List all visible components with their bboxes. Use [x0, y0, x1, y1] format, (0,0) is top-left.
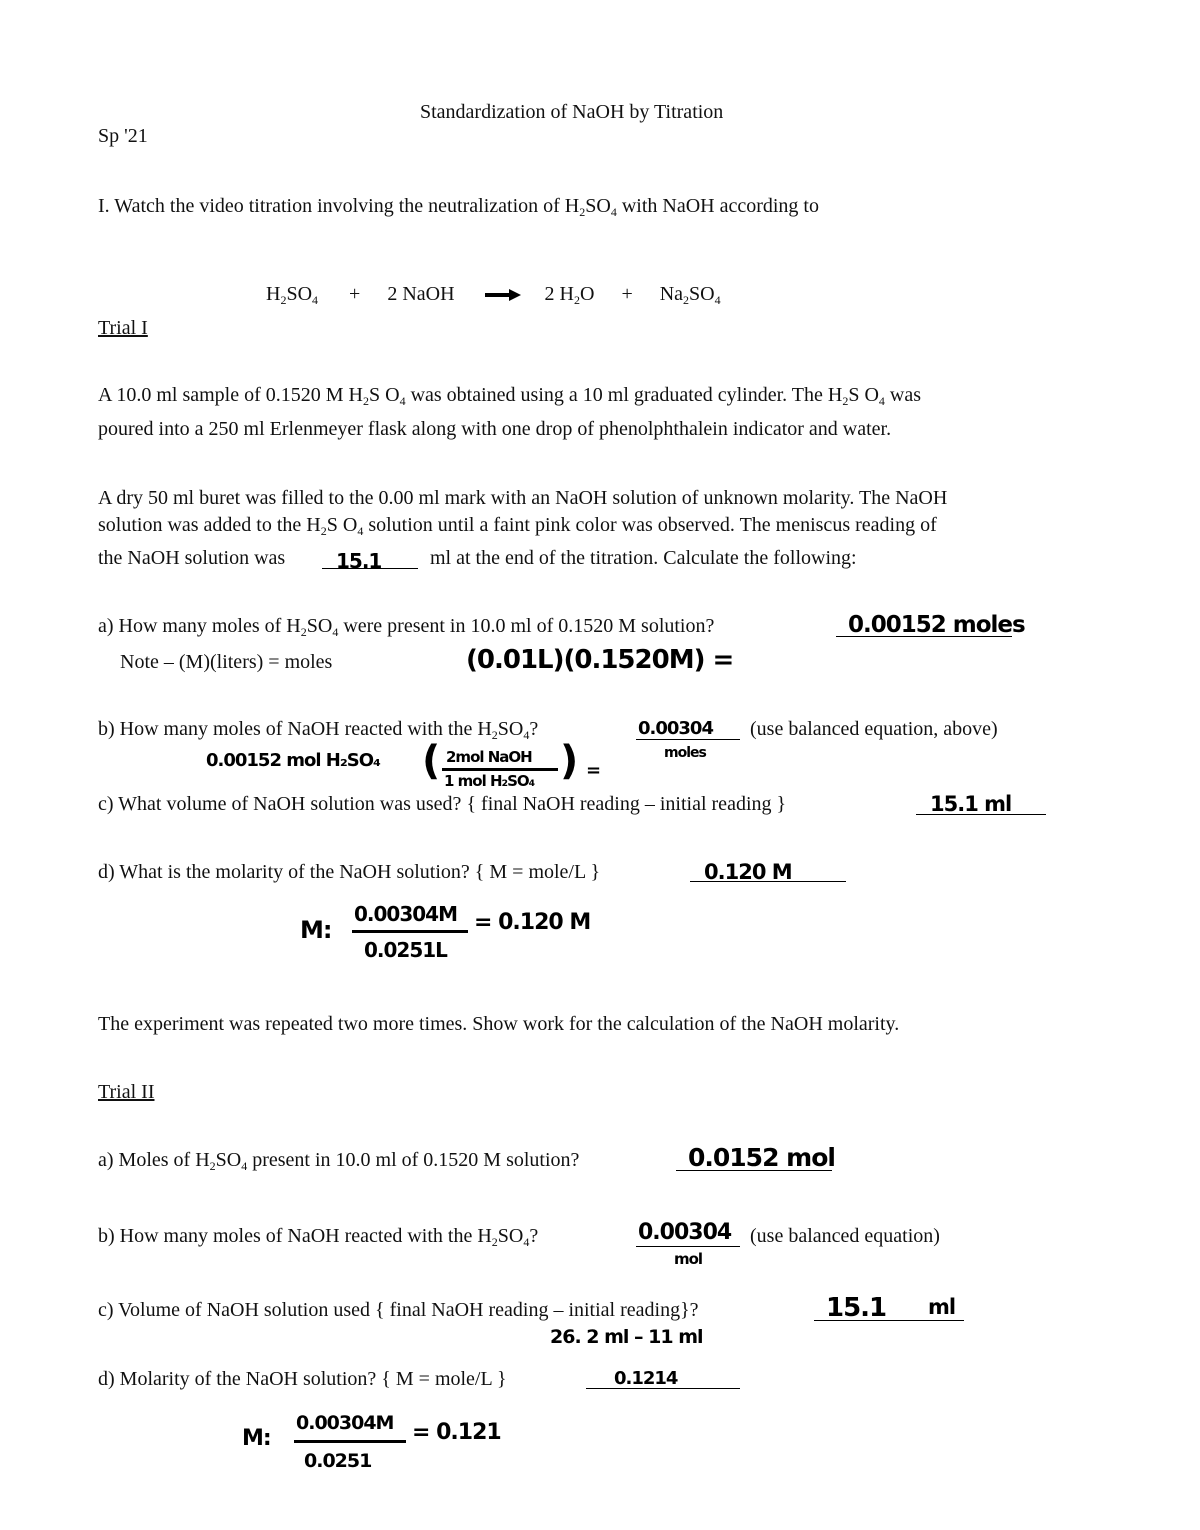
hw-d-work-bottom: 0.0251L [364, 938, 447, 962]
page-title: Standardization of NaOH by Titration [420, 101, 724, 123]
trial-1-paragraph-2-line-3b: ml at the end of the titration. Calculate the following: [430, 547, 857, 569]
trial-1-question-c: c) What volume of NaOH solution was used? { final NaOH reading – initial reading } [98, 793, 787, 815]
trial-2-question-c: c) Volume of NaOH solution used { final NaOH reading – initial reading}? [98, 1299, 699, 1321]
hw-b-frac-bar [442, 768, 558, 771]
hw-t2-answer-c-unit: ml [928, 1295, 956, 1319]
trial-1-heading: Trial I [98, 317, 148, 339]
trial-1-paragraph-2-line-2: solution was added to the $H_2S$ $O_4$ solution until a faint pink color was observed. The meniscus reading of [98, 514, 937, 538]
hw-t2-answer-b: 0.00304 [638, 1220, 732, 1245]
trial-1-paragraph-1-line-2: poured into a 250 ml Erlenmeyer flask along with one drop of phenolphthalein indicator and water. [98, 418, 892, 440]
answer-b-blank [636, 739, 740, 740]
hw-note-work: (0.01L)(0.1520M) = [466, 645, 734, 675]
t2-answer-b-blank [636, 1246, 740, 1247]
hw-d-frac-bar [352, 930, 468, 933]
hw-b-frac-top: 2mol NaOH [446, 748, 532, 766]
hw-b-work: 0.00152 mol H₂SO₄ [206, 750, 380, 771]
trial-1-paragraph-2-line-1: A dry 50 ml buret was filled to the 0.00 ml mark with an NaOH solution of unknown molarity. The NaOH [98, 487, 948, 509]
hw-t2-answer-c: 15.1 [826, 1293, 887, 1323]
question-b-hint: (use balanced equation, above) [750, 718, 998, 740]
trial-2-question-a: a) Moles of $H_2SO_4$ present in 10.0 ml of 0.1520 M solution? [98, 1149, 580, 1173]
hw-t2-d-work-result: = 0.121 [412, 1420, 501, 1445]
trial-2-question-b: b) How many moles of NaOH reacted with the $H_2SO_4$? [98, 1225, 539, 1249]
term-label: Sp '21 [98, 125, 148, 147]
trial-2-question-d: d) Molarity of the NaOH solution? { M = mole/L } [98, 1368, 507, 1390]
hw-d-work-m: M: [300, 916, 332, 944]
hw-answer-c: 15.1 ml [930, 792, 1012, 816]
repeat-instructions: The experiment was repeated two more times. Show work for the calculation of the NaOH molarity. [98, 1013, 900, 1035]
intro-text: I. Watch the video titration involving the neutralization of $H_2SO_4$ with NaOH according to [98, 195, 819, 219]
hw-t2-answer-a: 0.0152 mol [688, 1143, 835, 1172]
trial-1-question-b: b) How many moles of NaOH reacted with the $H_2SO_4$? [98, 718, 539, 742]
hw-t2-d-frac-bar [294, 1440, 406, 1443]
hw-answer-b: 0.00304 [638, 718, 713, 739]
hw-b-frac-bottom: 1 mol H₂SO₄ [444, 772, 535, 790]
trial-1-paragraph-2-line-3a: the NaOH solution was [98, 547, 286, 569]
hw-t2-d-work-m: M: [242, 1426, 271, 1451]
hw-b-right-paren: ) [560, 738, 579, 784]
note-text: Note – (M)(liters) = moles [120, 651, 333, 673]
hw-answer-a: 0.00152 moles [848, 612, 1025, 638]
trial-2-heading: Trial II [98, 1081, 155, 1103]
hw-answer-b-unit: moles [664, 745, 706, 761]
hw-t2-answer-d: 0.1214 [614, 1368, 678, 1389]
hw-t2-d-work-bottom: 0.0251 [304, 1450, 372, 1472]
hw-t2-c-work: 26. 2 ml – 11 ml [550, 1326, 703, 1348]
trial-1-question-a: a) How many moles of $H_2SO_4$ were present in 10.0 ml of 0.1520 M solution? [98, 615, 715, 639]
hw-d-work-result: = 0.120 M [474, 910, 591, 935]
balanced-equation: $H_2SO_4 + 2$ NaOH 2 $H_2O + Na_2SO_4$ [266, 283, 721, 307]
trial-1-paragraph-1-line-1: A 10.0 ml sample of 0.1520 M $H_2S$ $O_4$ was obtained using a 10 ml graduated cylinder. The $H_2S$ $O_4$ was [98, 384, 922, 408]
hw-meniscus-answer: 15.1 [336, 549, 382, 573]
t2-question-b-hint: (use balanced equation) [750, 1225, 940, 1247]
arrow-right-icon [483, 288, 523, 302]
hw-t2-answer-b-unit: mol [674, 1250, 703, 1268]
hw-b-left-paren: ( [422, 738, 441, 784]
hw-answer-d: 0.120 M [704, 860, 792, 884]
hw-d-work-top: 0.00304M [354, 902, 457, 926]
hw-t2-d-work-top: 0.00304M [296, 1412, 394, 1434]
trial-1-question-d: d) What is the molarity of the NaOH solution? { M = mole/L } [98, 861, 601, 883]
hw-b-equals: = [586, 760, 601, 781]
